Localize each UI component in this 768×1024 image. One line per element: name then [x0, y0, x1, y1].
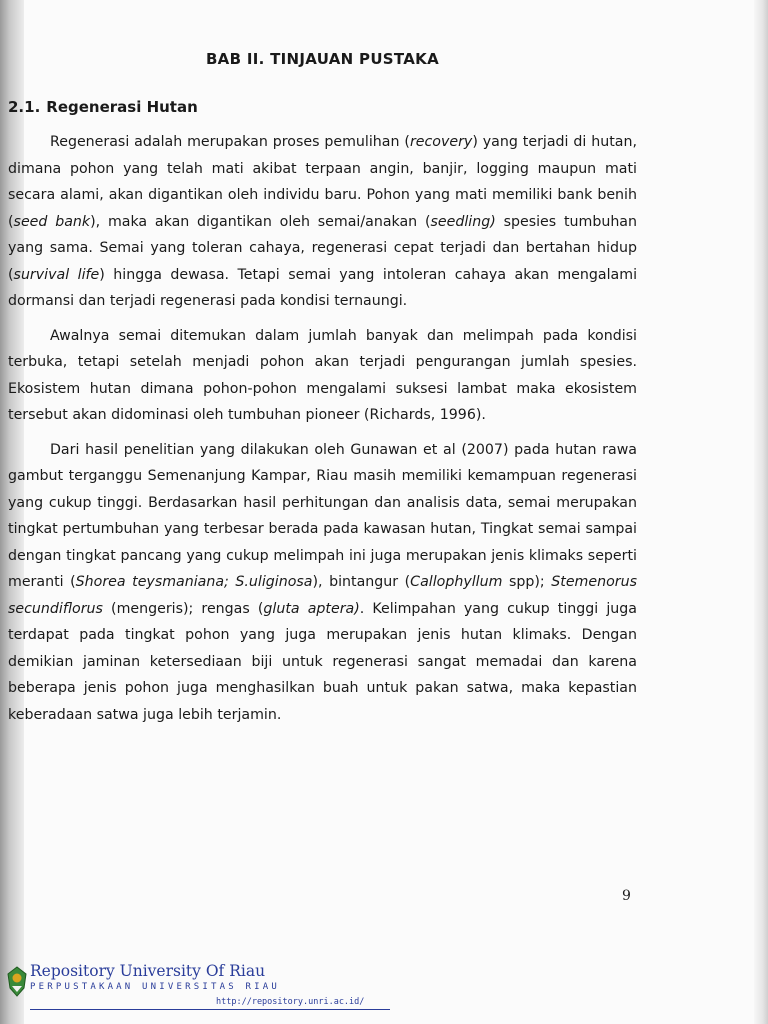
page-body [8, 48, 637, 736]
repository-url[interactable]: http://repository.unri.ac.id/ [216, 997, 365, 1007]
text-run: spesies tumbuhan yang sama. Semai yang toleran cahaya, regenerasi cepat terjadi dan bertahan hidup ( [8, 213, 637, 283]
text-run: ) yang terjadi di hutan, dimana pohon yang telah mati akibat terpaan angin, banjir, logging maupun mati secara alami, akan digantikan oleh individu baru. Pohon yang mati memiliki bank benih ( [8, 134, 638, 230]
italic-term: recovery [409, 134, 473, 150]
italic-term: Callophyllum [410, 574, 503, 590]
page-edge-shadow [754, 0, 768, 1024]
paragraph-3 [8, 437, 637, 729]
italic-term: survival life [13, 266, 100, 283]
repository-title: Repository University Of Riau [30, 962, 266, 980]
text-run: Dari hasil penelitian yang dilakukan oleh Gunawan et al (2007) pada hutan rawa gambut terganggu Semenanjung Kampar, Riau masih memiliki kemampuan regenerasi yang cukup tinggi. Berdasarkan hasil perhitungan dan analisis data, semai merupakan tingkat pertumbuhan yang terbesar berada pada kawasan hutan, Tingkat semai sampai dengan tingkat pancang yang cukup melimpah ini juga merupakan jenis klimaks seperti meranti ( [8, 441, 637, 590]
italic-term: gluta aptera) [263, 600, 360, 617]
repository-footer [4, 962, 424, 1012]
text-run: ) hingga dewasa. Tetapi semai yang intoleran cahaya akan mengalami dormansi dan terjadi regenerasi pada kondisi ternaungi. [8, 266, 638, 309]
page-number: 9 [622, 888, 631, 904]
section-heading [8, 96, 637, 118]
italic-term: seedling) [430, 213, 496, 230]
text-run: Regenerasi adalah merupakan proses pemulihan ( [50, 134, 410, 150]
university-logo-icon [6, 966, 28, 998]
chapter-title: BAB II. TINJAUAN PUSTAKA [205, 50, 440, 68]
text-run: ), bintangur ( [312, 574, 411, 590]
footer-divider [30, 1009, 390, 1010]
text-run: (mengeris); rengas ( [102, 600, 264, 617]
italic-term: Shorea teysmaniana; [75, 574, 229, 590]
text-run: . Kelimpahan yang cukup tinggi juga terdapat pada tingkat pohon yang juga merupakan jenis hutan klimaks. Dengan demikian jaminan ketersediaan biji untuk regenerasi sangat memadai dan karena beberapa jenis pohon juga menghasilkan buah untuk pakan satwa, maka kepastian keberadaan satwa juga lebih terjamin. [8, 600, 637, 723]
text-run: ), maka akan digantikan oleh semai/anakan ( [90, 213, 431, 230]
section-title: Regenerasi Hutan [46, 98, 198, 116]
italic-term: seed bank [13, 213, 91, 230]
text-run: spp); [502, 574, 552, 590]
paragraph-1 [8, 129, 637, 315]
section-number: 2.1. [8, 98, 41, 116]
italic-term: Stemenorus secundiflorus [8, 574, 637, 617]
repository-subtitle: PERPUSTAKAAN UNIVERSITAS RIAU [30, 982, 280, 992]
italic-term: S.uliginosa [235, 574, 313, 590]
paragraph-2: Awalnya semai ditemukan dalam jumlah banyak dan melimpah pada kondisi terbuka, tetapi setelah menjadi pohon akan terjadi pengurangan jumlah spesies. Ekosistem hutan dimana pohon-pohon mengalami suksesi lambat maka ekosistem tersebut akan didominasi oleh tumbuhan pioneer (Richards, 1996). [8, 327, 637, 423]
